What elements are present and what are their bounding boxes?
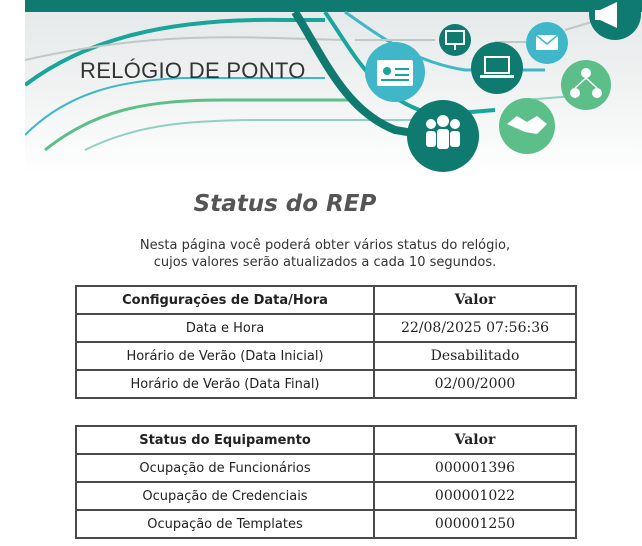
table-row: [76, 370, 576, 398]
table-header-row: [76, 426, 576, 454]
people-icon: [407, 100, 479, 172]
row-value: 22/08/2025 07:56:36: [374, 314, 576, 342]
datetime-status-table: [75, 285, 577, 399]
presentation-icon: [439, 24, 471, 56]
column-header-value: Valor: [374, 426, 576, 454]
intro-line-1: Nesta página você poderá obter vários status do relógio,: [139, 238, 511, 253]
megaphone-icon: [589, 0, 641, 40]
table-row: [76, 482, 576, 510]
row-value: 000001022: [374, 482, 576, 510]
banner-title: RELÓGIO DE PONTO: [80, 58, 306, 83]
equipment-status-table: [75, 425, 577, 539]
table-header-row: [76, 286, 576, 314]
page-title: Status do REP: [193, 191, 377, 217]
network-icon: [561, 60, 611, 110]
row-label: Horário de Verão (Data Inicial): [76, 342, 374, 370]
table-row: [76, 510, 576, 538]
row-value: 000001250: [374, 510, 576, 538]
intro-line-2: cujos valores serão atualizados a cada 10 segundos.: [153, 255, 497, 270]
row-value: 000001396: [374, 454, 576, 482]
table-row: [76, 314, 576, 342]
row-label: Ocupação de Credenciais: [76, 482, 374, 510]
row-label: Horário de Verão (Data Final): [76, 370, 374, 398]
laptop-icon: [471, 42, 523, 94]
header-banner: [25, 0, 642, 175]
row-value: 02/00/2000: [374, 370, 576, 398]
id-card-icon: [365, 42, 425, 102]
table-row: [76, 342, 576, 370]
intro-text: [0, 237, 642, 271]
row-label: Ocupação de Funcionários: [76, 454, 374, 482]
column-header-label: Status do Equipamento: [76, 426, 374, 454]
row-value: Desabilitado: [374, 342, 576, 370]
handshake-icon: [499, 98, 555, 154]
table-row: [76, 454, 576, 482]
row-label: Data e Hora: [76, 314, 374, 342]
column-header-value: Valor: [374, 286, 576, 314]
email-icon: [526, 22, 568, 64]
column-header-label: Configurações de Data/Hora: [76, 286, 374, 314]
row-label: Ocupação de Templates: [76, 510, 374, 538]
